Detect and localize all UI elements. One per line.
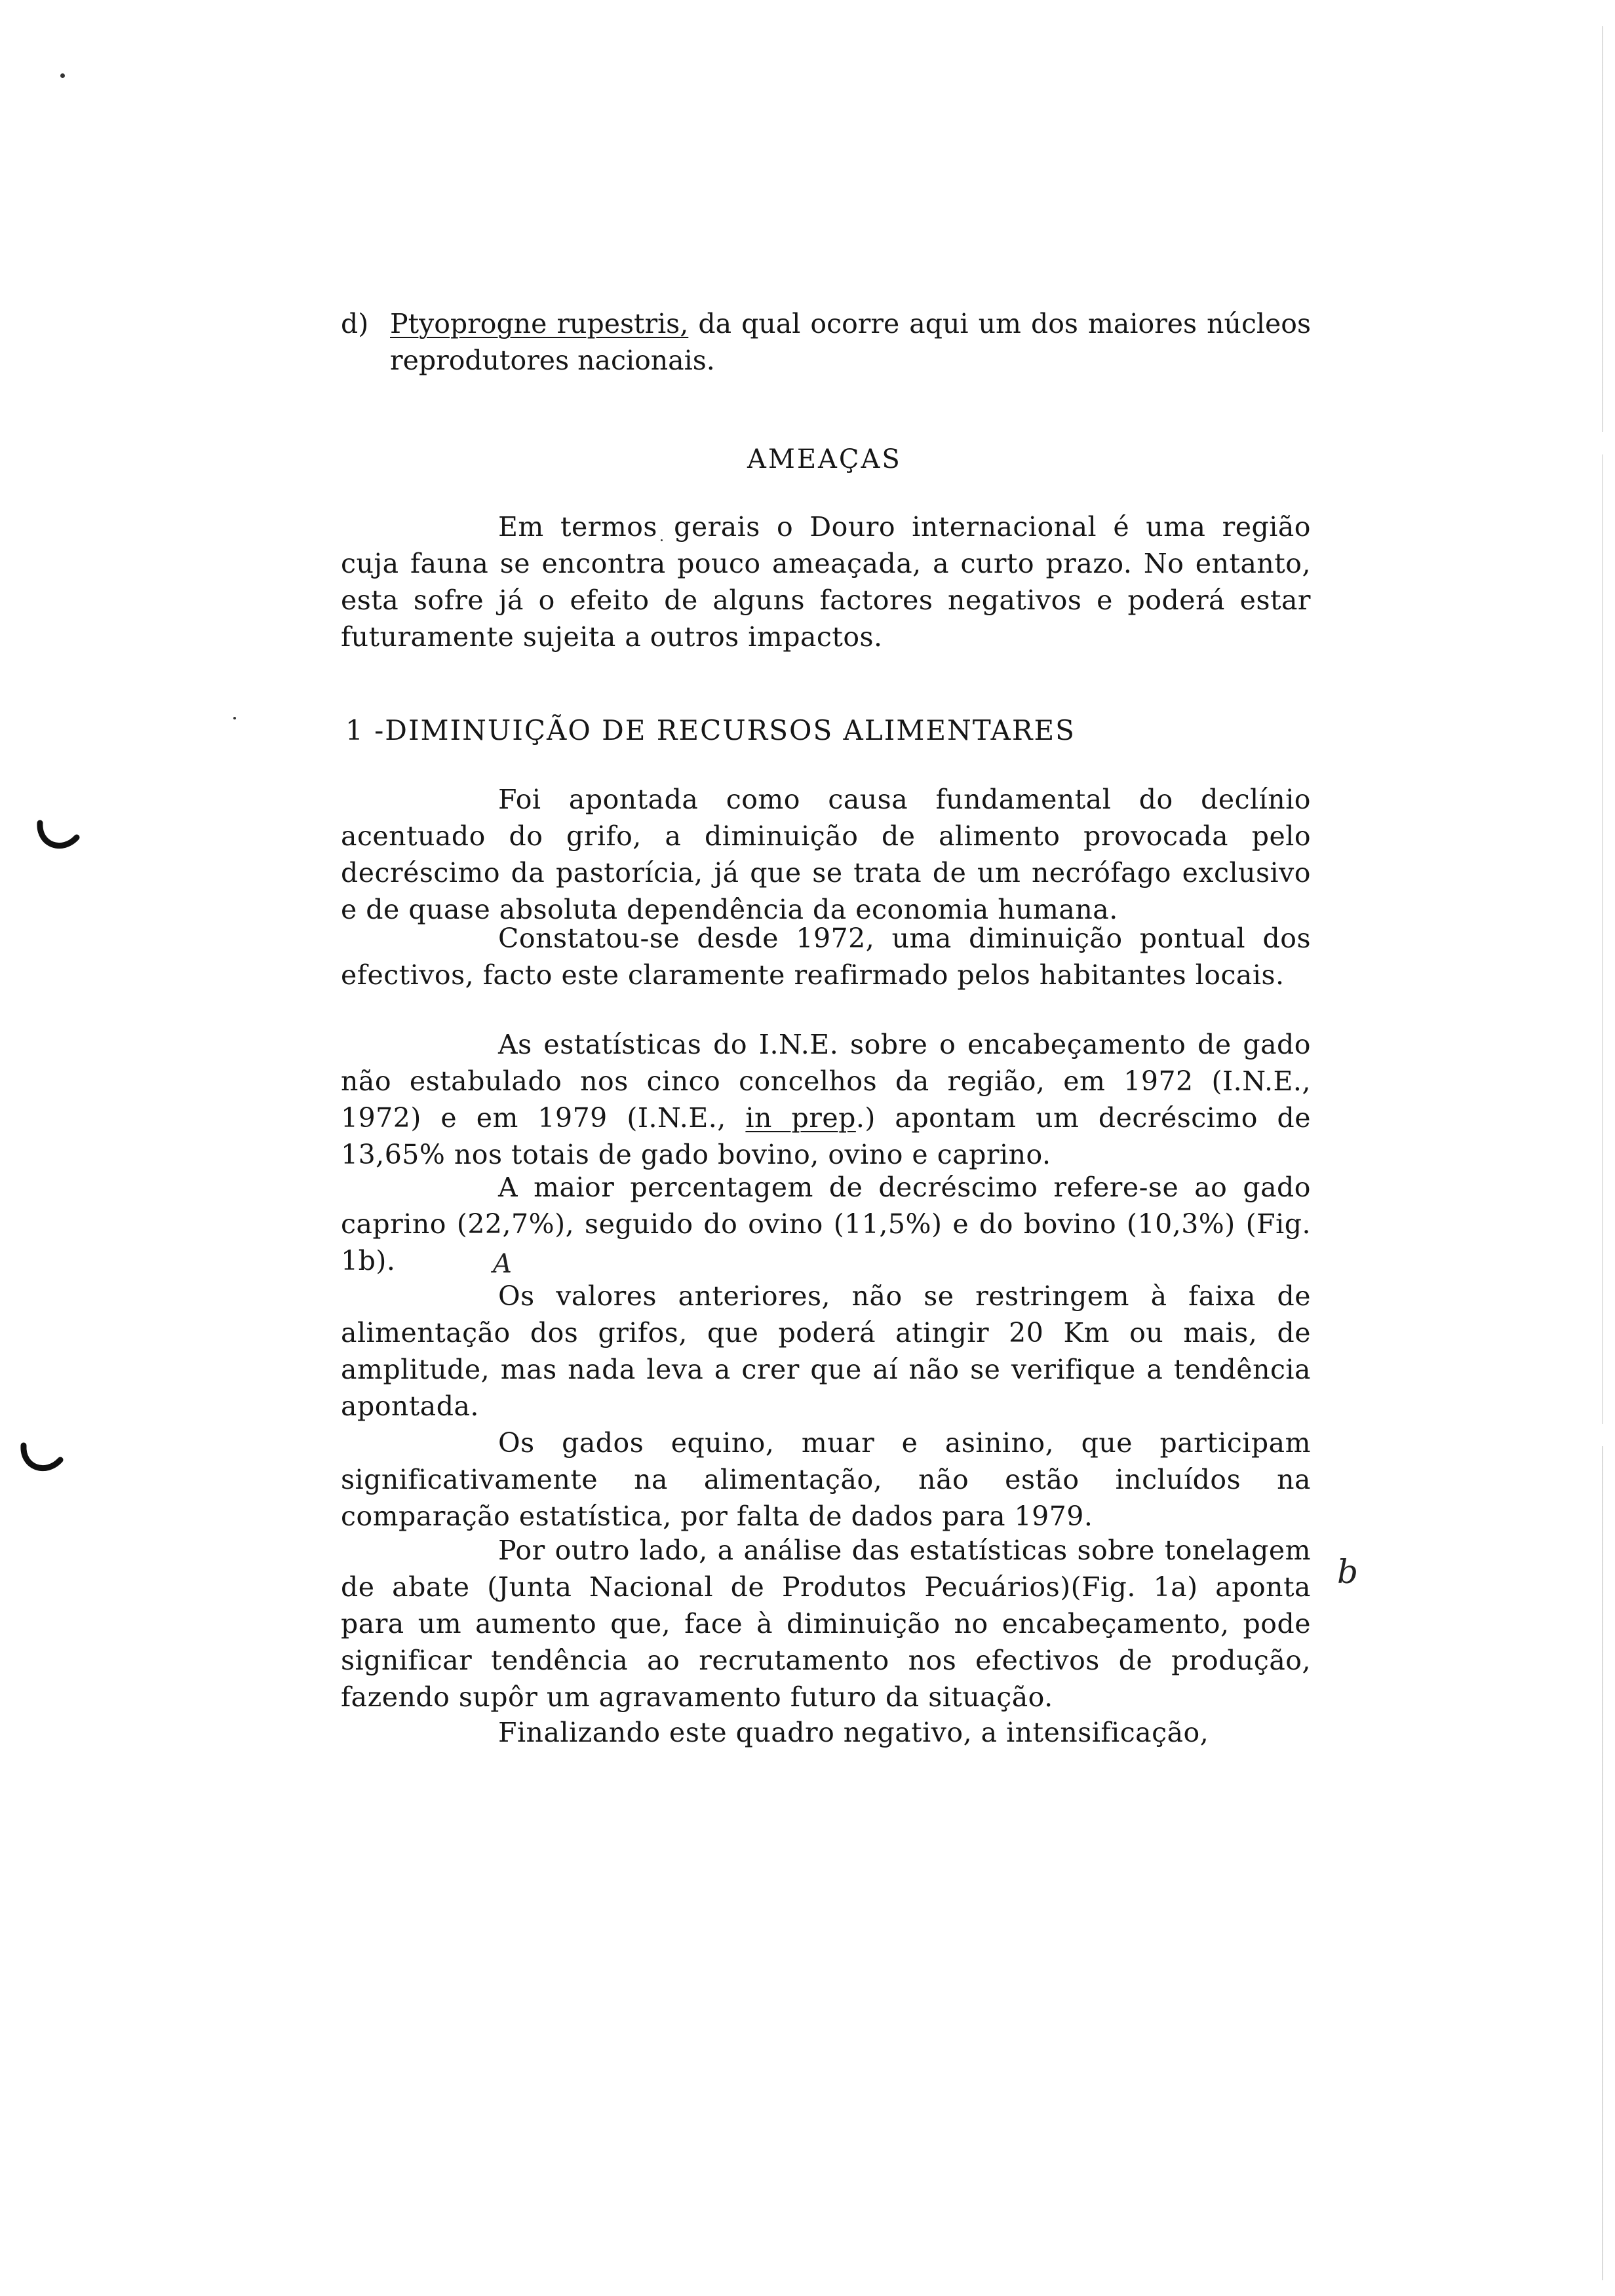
citation-in-prep: in prep	[745, 1102, 856, 1134]
paragraph-1: Foi apontada como causa fundamental do declínio acentuado do grifo, a diminuição de alimento provocada pelo decréscimo da pastorícia, já que se trata de um necrófago exclusivo e de quase absoluta dependência da economia humana.	[341, 784, 1311, 925]
section-heading-threats: AMEAÇAS	[747, 444, 902, 474]
paragraph-3-start: As estatísticas do I.N.E. sobre o encabeçamento de gado não estabulado nos cinco concelhos da região, em 1972 (I.N.E., 1972) e em 1979 (I.N.E.,	[341, 1029, 1311, 1134]
paragraph-8: Finalizando este quadro negativo, a intensificação,	[498, 1717, 1209, 1748]
paragraph-3	[341, 1026, 1311, 1173]
paragraph-3-end: .) apontam um decréscimo de 13,65% nos totais de gado bovino, ovino e caprino.	[341, 1102, 1311, 1170]
paragraph-7: Por outro lado, a análise das estatísticas sobre tonelagem de abate (Junta Nacional de Produtos Pecuários)(Fig. 1a) aponta para um aumento que, face à diminuição no encabeçamento, pode significar tendência ao recrutamento nos efectivos de produção, fazendo supôr um agravamento futuro da situação.	[341, 1535, 1311, 1713]
binder-hole-mark-icon	[20, 1442, 66, 1481]
section-heading-food-resources: 1 -DIMINUIÇÃO DE RECURSOS ALIMENTARES	[345, 714, 1076, 746]
list-item-description: da qual ocorre aqui um dos maiores núcleos reprodutores nacionais.	[390, 308, 1312, 376]
scan-speck	[233, 717, 236, 719]
intro-paragraph: Em termos gerais o Douro internacional é uma região cuja fauna se encontra pouco ameaçada, a curto prazo. No entanto, esta sofre já o efeito de alguns factores negativos e poderá estar futuramente sujeita a outros impactos.	[341, 511, 1311, 653]
scan-edge-line	[1602, 26, 1603, 2280]
paragraph-6: Os gados equino, muar e asinino, que participam significativamente na alimentação, não estão incluídos na comparação estatística, por falta de dados para 1979.	[341, 1427, 1311, 1532]
species-name: Ptyoprogne rupestris,	[390, 308, 689, 339]
paragraph-4: A maior percentagem de decréscimo refere-se ao gado caprino (22,7%), seguido do ovino (11,5%) e do bovino (10,3%) (Fig. 1b).	[341, 1172, 1311, 1276]
handwritten-mark-b: b	[1337, 1553, 1359, 1591]
paragraph-5: Os valores anteriores, não se restringem à faixa de alimentação dos grifos, que poderá atingir 20 Km ou mais, de amplitude, mas nada leva a crer que aí não se verifique a tendência apontada.	[341, 1280, 1311, 1422]
binder-hole-mark-icon	[36, 819, 82, 858]
handwritten-mark-a: A	[493, 1249, 512, 1279]
list-item-text	[390, 305, 1311, 379]
paragraph-2: Constatou-se desde 1972, uma diminuição pontual dos efectivos, facto este claramente reafirmado pelos habitantes locais.	[341, 923, 1311, 991]
list-item-label: d)	[341, 308, 369, 339]
scan-speck	[60, 73, 65, 78]
